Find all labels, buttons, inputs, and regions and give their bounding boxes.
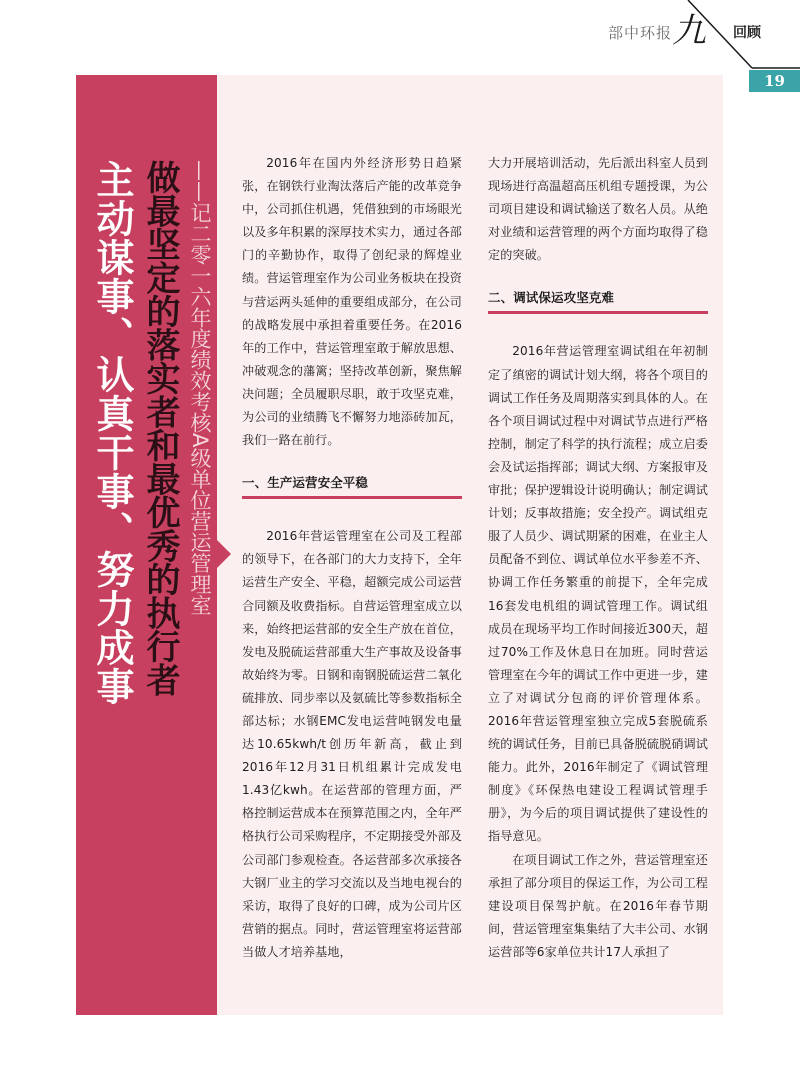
section1-paragraph: 2016年营运管理室在公司及工程部的领导下，在各部门的大力支持下，全年运营生产安全、平稳，超额完成公司运营合同额及收费指标。自营运管理室成立以来，始终把运营部的安全生产放在首位，发电及脱硫运营部重大生产事故及设备事故始终为零。日钢和南钢脱硫运营二氧化硫排放、同步率以及氨硫比等参数指标全部达标；水钢EMC发电运营吨钢发电量达10.65kwh/t创历年新高，截止到2016年12月31日机组累计完成发电1.43亿kwh。在运营部的管理方面，严格控制运营成本在预算范围之内，全年严格执行公司采购程序，不定期接受外部及公司部门参观检查。各运营部多次承接各大钢厂业主的学习交流以及当地电视台的采访，取得了良好的口碑，成为公司片区营销的据点。同时，营运管理室将运营部当做人才培养基地， xyxy=(242,529,462,959)
headline-sub: 做最坚定的落实者和最优秀的执行者 xyxy=(140,160,180,696)
headline-main: 主动谋事、认真干事、努力成事 xyxy=(90,160,134,706)
section-heading-1: 一、生产运营安全平稳 xyxy=(242,474,462,499)
page-number: 19 xyxy=(749,70,800,92)
section-heading-2: 二、调试保运攻坚克难 xyxy=(488,289,708,314)
article-column-left xyxy=(242,152,462,964)
article-column-right xyxy=(488,152,708,964)
publication-logo: 九 xyxy=(672,11,706,51)
continued-paragraph: 大力开展培训活动，先后派出科室人员到现场进行高温超高压机组专题授课，为公司项目建设和调试输送了数名人员。从绝对业绩和运营管理的两个方面均取得了稳定的突破。 xyxy=(488,156,708,263)
section2-paragraph-1: 2016年营运管理室调试组在年初制定了缜密的调试计划大纲，将各个项目的调试工作任务及周期落实到具体的人。在各个项目调试过程中对调试节点进行严格控制，制定了科学的执行流程；成立启委会及试运指挥部；调试大纲、方案报审及审批；保护逻辑设计说明确认；制定调试计划；反事故措施；安全投产。调试组克服了人员少、调试期紧的困难，在业主人员配备不到位、调试单位水平参差不齐、协调工作任务繁重的前提下，全年完成16套发电机组的调试管理工作。调试组成员在现场平均工作时间接近300天，超过70%工作及休息日在加班。同时营运管理室在今年的调试工作中更进一步，建立了对调试分包商的评价管理体系。2016年营运管理室独立完成5套脱硫系统的调试任务，目前已具备脱硫脱硝调试能力。此外，2016年制定了《调试管理制度》《环保热电建设工程调试管理手册》，为今后的项目调试提供了建设性的指导意见。 xyxy=(488,344,708,844)
headline-byline: ——记二零一六年度绩效考核A级单位营运管理室 xyxy=(188,160,212,616)
panel-pointer xyxy=(217,540,231,568)
intro-paragraph: 2016年在国内外经济形势日趋紧张，在钢铁行业淘汰落后产能的改革竞争中，公司抓住机遇，凭借独到的市场眼光以及多年积累的深厚技术实力，通过各部门的辛勤协作，取得了创纪录的辉煌业绩。营运管理室作为公司业务板块在投资与营运两头延伸的重要组成部分，在公司的战略发展中承担着重要任务。在2016年的工作中，营运管理室敢于解放思想、冲破观念的藩篱；坚持改革创新，聚焦解决问题；全员履职尽职，敢于攻坚克难，为公司的业绩腾飞不懈努力地添砖加瓦，我们一路在前行。 xyxy=(242,156,462,448)
section-label: 回顾 xyxy=(733,25,761,41)
section2-paragraph-2: 在项目调试工作之外，营运管理室还承担了部分项目的保运工作，为公司工程建设项目保驾护航。在2016年春节期间，营运管理室集集结了大丰公司、水钢运营部等6家单位共计17人承担了 xyxy=(488,852,708,959)
publication-name: 部中环报 xyxy=(608,24,673,42)
